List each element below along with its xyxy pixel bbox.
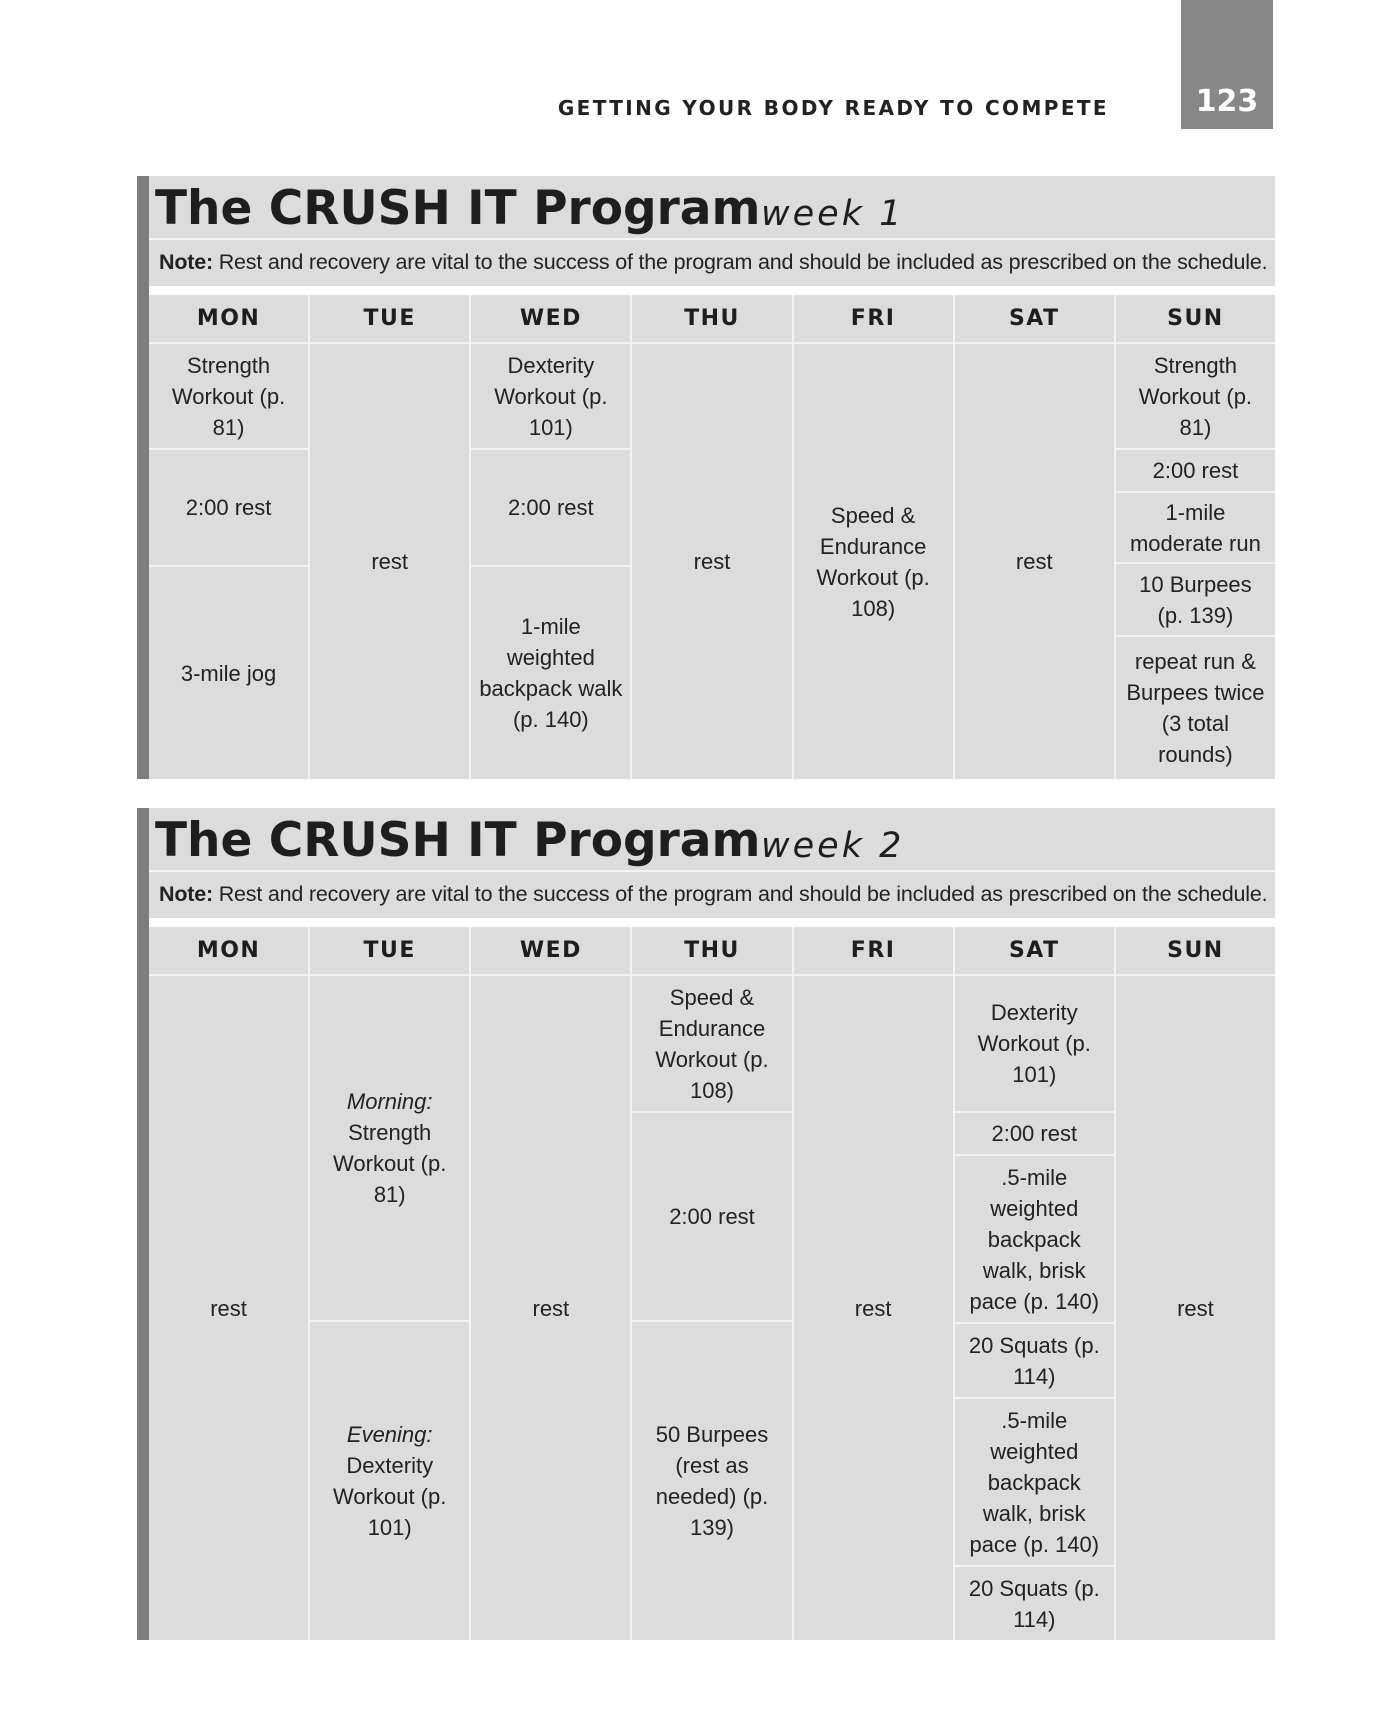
schedule-grid xyxy=(149,295,1275,779)
day-column xyxy=(149,927,308,1640)
day-column xyxy=(471,295,630,779)
schedule-cell: rest xyxy=(955,344,1114,779)
day-column xyxy=(794,927,953,1640)
schedule-cell: 10 Burpees (p. 139) xyxy=(1116,564,1275,635)
schedule-cell: 2:00 rest xyxy=(149,450,308,565)
note xyxy=(149,240,1275,286)
section-accent-bar xyxy=(137,808,149,1640)
title-band xyxy=(149,808,1275,872)
schedule-cell: rest xyxy=(310,344,469,779)
schedule-cell: Strength Workout (p. 81) xyxy=(149,344,308,448)
schedule-cell: rest xyxy=(632,344,791,779)
title-band xyxy=(149,176,1275,240)
schedule-grid xyxy=(149,927,1275,1640)
day-header: SUN xyxy=(1116,927,1275,974)
week-label: week 2 xyxy=(761,826,905,866)
day-column xyxy=(632,295,791,779)
schedule-cell: 1-mile weighted backpack walk (p. 140) xyxy=(471,567,630,779)
day-column xyxy=(632,927,791,1640)
schedule-cell: 2:00 rest xyxy=(1116,450,1275,491)
day-header: THU xyxy=(632,295,791,342)
day-header: TUE xyxy=(310,927,469,974)
day-header: MON xyxy=(149,927,308,974)
program-title: The CRUSH IT Program xyxy=(155,181,761,236)
day-header: WED xyxy=(471,295,630,342)
schedule-cell: rest xyxy=(1116,976,1275,1640)
note xyxy=(149,872,1275,918)
schedule-cell: Morning: Strength Workout (p. 81) xyxy=(310,976,469,1320)
schedule-cell: Speed & Endurance Workout (p. 108) xyxy=(794,344,953,779)
schedule-cell: 2:00 rest xyxy=(471,450,630,565)
schedule-cell: .5-mile weighted backpack walk, brisk pace (p. 140) xyxy=(955,1156,1114,1322)
note-text: Rest and recovery are vital to the success of the program and should be included as prescribed on the schedule. xyxy=(212,882,1268,906)
day-header: TUE xyxy=(310,295,469,342)
week-label: week 1 xyxy=(761,194,905,234)
running-title: GETTING YOUR BODY READY TO COMPETE xyxy=(557,96,1109,120)
day-header: SUN xyxy=(1116,295,1275,342)
schedule-cell: rest xyxy=(794,976,953,1640)
day-header: THU xyxy=(632,927,791,974)
schedule-cell: 20 Squats (p. 114) xyxy=(955,1324,1114,1397)
day-header: SAT xyxy=(955,295,1114,342)
schedule-cell: Evening: Dexterity Workout (p. 101) xyxy=(310,1322,469,1640)
section-accent-bar xyxy=(137,176,149,779)
day-column xyxy=(310,927,469,1640)
day-header: FRI xyxy=(794,927,953,974)
running-head xyxy=(0,0,1396,130)
day-column xyxy=(149,295,308,779)
day-column xyxy=(1116,295,1275,779)
schedule-cell: Dexterity Workout (p. 101) xyxy=(955,976,1114,1111)
note-label: Note: xyxy=(159,250,213,274)
day-column xyxy=(955,927,1114,1640)
note-text: Rest and recovery are vital to the success of the program and should be included as prescribed on the schedule. xyxy=(212,250,1268,274)
day-column xyxy=(1116,927,1275,1640)
day-column xyxy=(310,295,469,779)
page-number: 123 xyxy=(1195,84,1259,119)
day-header: WED xyxy=(471,927,630,974)
day-column xyxy=(794,295,953,779)
day-header: SAT xyxy=(955,927,1114,974)
week-2-schedule xyxy=(137,808,1275,1640)
schedule-cell: rest xyxy=(149,976,308,1640)
day-column xyxy=(471,927,630,1640)
schedule-cell: 3-mile jog xyxy=(149,567,308,779)
program-title: The CRUSH IT Program xyxy=(155,813,761,868)
week-1-schedule xyxy=(137,176,1275,779)
schedule-cell: Strength Workout (p. 81) xyxy=(1116,344,1275,448)
note-label: Note: xyxy=(159,882,213,906)
page-number-tab xyxy=(1181,0,1273,129)
day-header: MON xyxy=(149,295,308,342)
day-header: FRI xyxy=(794,295,953,342)
schedule-cell: 1-mile moderate run xyxy=(1116,493,1275,562)
schedule-cell: Speed & Endurance Workout (p. 108) xyxy=(632,976,791,1111)
schedule-cell: 2:00 rest xyxy=(955,1113,1114,1154)
schedule-cell: 2:00 rest xyxy=(632,1113,791,1320)
schedule-cell: rest xyxy=(471,976,630,1640)
schedule-cell: repeat run & Burpees twice (3 total rounds) xyxy=(1116,637,1275,779)
schedule-cell: .5-mile weighted backpack walk, brisk pace (p. 140) xyxy=(955,1399,1114,1565)
schedule-cell: 50 Burpees (rest as needed) (p. 139) xyxy=(632,1322,791,1640)
schedule-cell: 20 Squats (p. 114) xyxy=(955,1567,1114,1640)
day-column xyxy=(955,295,1114,779)
schedule-cell: Dexterity Workout (p. 101) xyxy=(471,344,630,448)
